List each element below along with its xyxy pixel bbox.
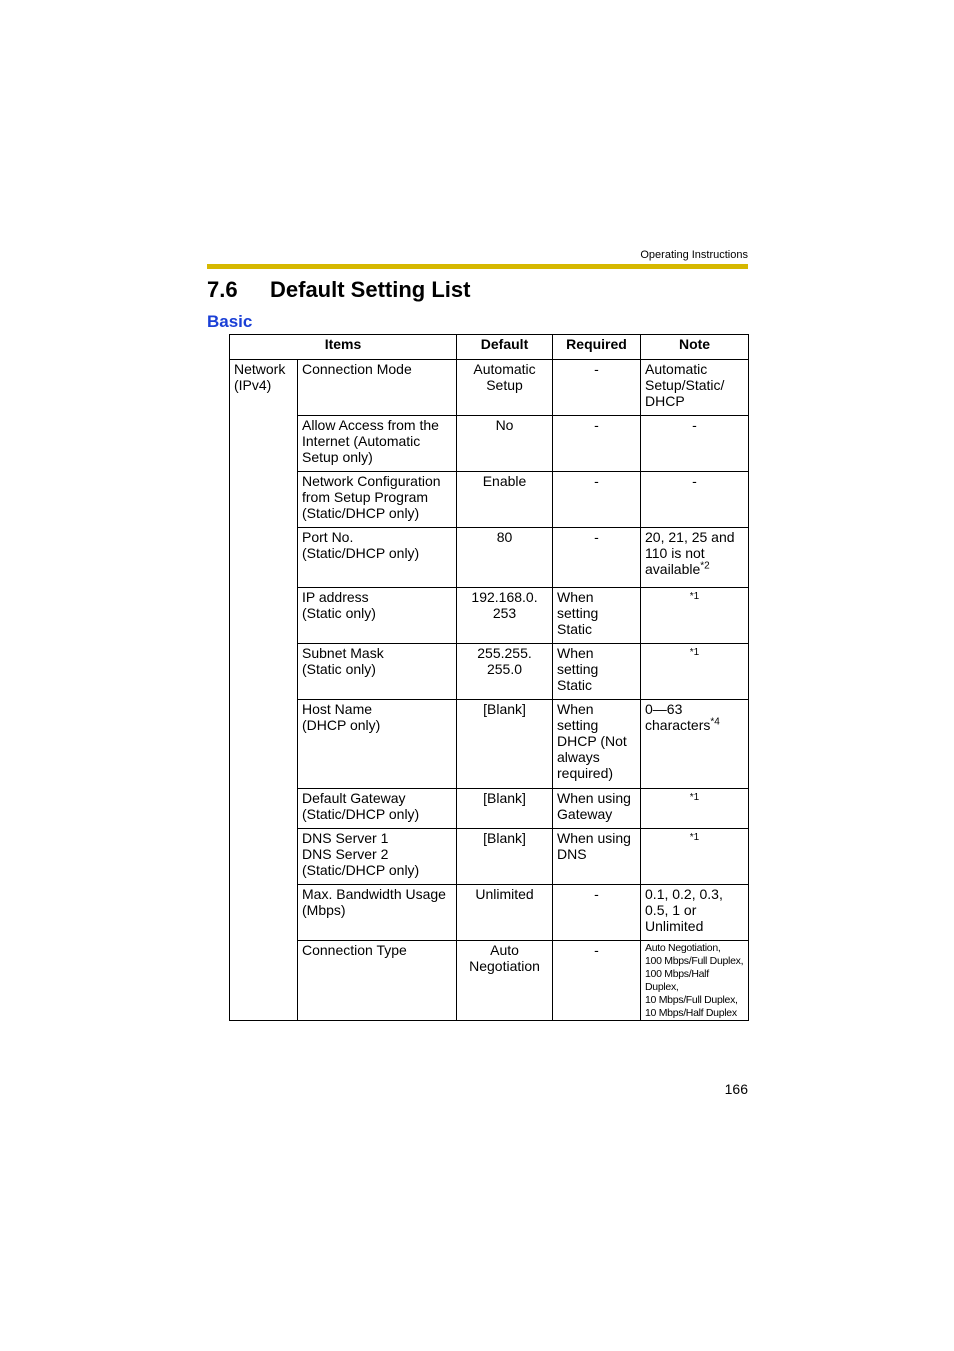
table-row bbox=[230, 789, 749, 829]
default-cell: Unlimited bbox=[457, 885, 553, 941]
page-number: 166 bbox=[724, 1081, 748, 1097]
item-cell: Subnet Mask (Static only) bbox=[298, 644, 457, 700]
required-cell: When setting Static bbox=[553, 588, 641, 644]
table-header-row bbox=[230, 335, 749, 360]
default-cell: 80 bbox=[457, 528, 553, 588]
table-row bbox=[230, 472, 749, 528]
note-cell: Auto Negotiation, 100 Mbps/Full Duplex, 100 Mbps/Half Duplex, 10 Mbps/Full Duplex, 10 Mbps/Half Duplex bbox=[641, 941, 749, 1021]
table-row bbox=[230, 588, 749, 644]
default-cell: 255.255. 255.0 bbox=[457, 644, 553, 700]
running-header: Operating Instructions bbox=[640, 249, 748, 261]
footnote-ref: *4 bbox=[710, 716, 720, 728]
default-cell: [Blank] bbox=[457, 829, 553, 885]
header-rule bbox=[207, 264, 748, 269]
footnote-ref: *2 bbox=[700, 560, 710, 572]
default-cell: [Blank] bbox=[457, 789, 553, 829]
default-cell: No bbox=[457, 416, 553, 472]
required-cell: - bbox=[553, 528, 641, 588]
required-cell: When using Gateway bbox=[553, 789, 641, 829]
note-cell: - bbox=[641, 416, 749, 472]
item-cell: Allow Access from the Internet (Automatic Setup only) bbox=[298, 416, 457, 472]
table-row bbox=[230, 360, 749, 416]
subsection-title: Basic bbox=[207, 312, 253, 331]
group-label: Network (IPv4) bbox=[230, 360, 298, 1021]
required-cell: When setting DHCP (Not always required) bbox=[553, 700, 641, 789]
note-cell: *1 bbox=[641, 644, 749, 700]
section-number: 7.6 bbox=[207, 277, 238, 302]
table-row bbox=[230, 528, 749, 588]
note-cell bbox=[641, 528, 749, 588]
table-row bbox=[230, 416, 749, 472]
required-cell: - bbox=[553, 941, 641, 1021]
table-row bbox=[230, 829, 749, 885]
header-items: Items bbox=[230, 335, 457, 360]
default-cell: 192.168.0. 253 bbox=[457, 588, 553, 644]
note-cell: - bbox=[641, 472, 749, 528]
default-cell: Enable bbox=[457, 472, 553, 528]
default-cell: Auto Negotiation bbox=[457, 941, 553, 1021]
header-default: Default bbox=[457, 335, 553, 360]
required-cell: - bbox=[553, 360, 641, 416]
section-heading bbox=[207, 277, 470, 303]
required-cell: - bbox=[553, 885, 641, 941]
note-cell: 0.1, 0.2, 0.3, 0.5, 1 or Unlimited bbox=[641, 885, 749, 941]
note-cell: *1 bbox=[641, 829, 749, 885]
table-row bbox=[230, 941, 749, 1021]
note-cell: *1 bbox=[641, 789, 749, 829]
header-required: Required bbox=[553, 335, 641, 360]
note-cell bbox=[641, 700, 749, 789]
item-cell: Connection Mode bbox=[298, 360, 457, 416]
item-cell: DNS Server 1 DNS Server 2 (Static/DHCP only) bbox=[298, 829, 457, 885]
note-text: 20, 21, 25 and 110 is not available bbox=[645, 529, 735, 577]
required-cell: When setting Static bbox=[553, 644, 641, 700]
note-cell: *1 bbox=[641, 588, 749, 644]
item-cell: Port No. (Static/DHCP only) bbox=[298, 528, 457, 588]
item-cell: Network Configuration from Setup Program (Static/DHCP only) bbox=[298, 472, 457, 528]
item-cell: Host Name (DHCP only) bbox=[298, 700, 457, 789]
default-cell: [Blank] bbox=[457, 700, 553, 789]
item-cell: Connection Type bbox=[298, 941, 457, 1021]
item-cell: IP address (Static only) bbox=[298, 588, 457, 644]
item-cell: Default Gateway (Static/DHCP only) bbox=[298, 789, 457, 829]
table-row bbox=[230, 885, 749, 941]
default-cell: Automatic Setup bbox=[457, 360, 553, 416]
required-cell: When using DNS bbox=[553, 829, 641, 885]
item-cell: Max. Bandwidth Usage (Mbps) bbox=[298, 885, 457, 941]
header-note: Note bbox=[641, 335, 749, 360]
note-text: 0—63 characters bbox=[645, 701, 711, 733]
required-cell: - bbox=[553, 472, 641, 528]
default-settings-table bbox=[229, 334, 749, 1021]
note-cell: Automatic Setup/Static/ DHCP bbox=[641, 360, 749, 416]
table-row bbox=[230, 644, 749, 700]
required-cell: - bbox=[553, 416, 641, 472]
section-title: Default Setting List bbox=[270, 277, 471, 302]
table-row bbox=[230, 700, 749, 789]
